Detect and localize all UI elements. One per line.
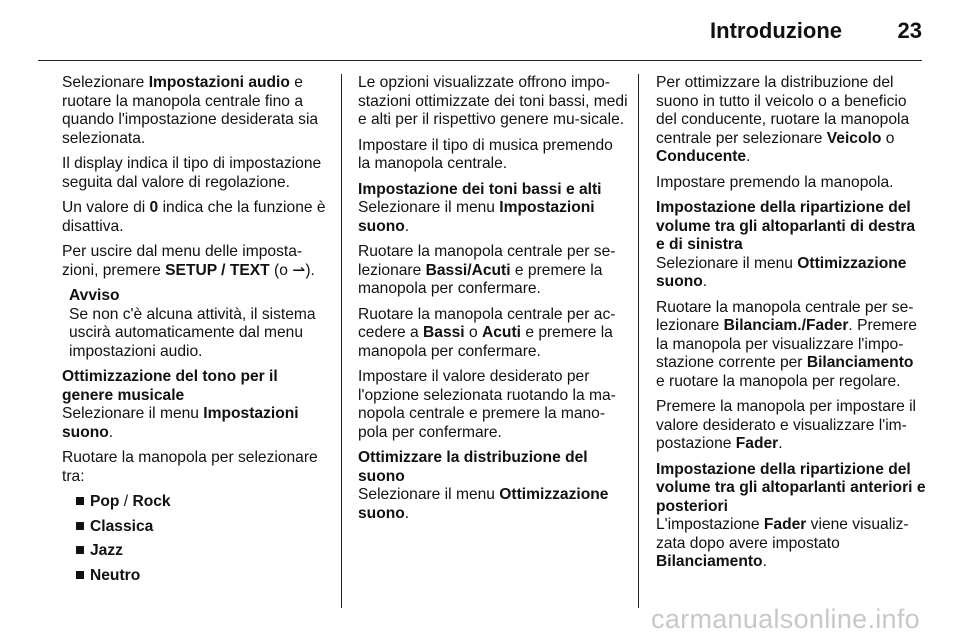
note-title: Avviso xyxy=(69,287,120,304)
section-heading: Impostazione della ripartizione del volume tra gli altoparlanti di destra e di sinistra xyxy=(656,199,916,253)
paragraph: Selezionare Impostazioni audio e ruotare la manopola centrale fino a quando l'impostazione desiderata sia selezionata. xyxy=(62,74,319,147)
list-item: Neutro xyxy=(76,567,332,586)
column-divider xyxy=(638,74,639,608)
paragraph: Selezionare il menu Ottimizzazione suono. xyxy=(358,486,609,522)
paragraph: Ruotare la manopola per selezionare tra: xyxy=(62,449,318,485)
paragraph: Il display indica il tipo di impostazione seguita dal valore di regolazione. xyxy=(62,155,322,191)
bullet-icon xyxy=(76,546,84,554)
genre-list xyxy=(62,493,332,585)
paragraph: Selezionare il menu Impostazioni suono. xyxy=(62,405,299,441)
column-3 xyxy=(656,74,926,579)
paragraph: Le opzioni visualizzate offrono impo-stazioni ottimizzate dei toni bassi, medi e alti per il rispettivo genere mu-sicale. xyxy=(358,74,628,128)
column-1 xyxy=(62,74,332,591)
page-title: Introduzione xyxy=(710,18,842,43)
paragraph: Per uscire dal menu delle imposta-zioni, premere SETUP / TEXT (o ⇀). xyxy=(62,243,315,279)
paragraph: Selezionare il menu Impostazioni suono. xyxy=(358,199,595,235)
column-2 xyxy=(358,74,628,530)
header-rule xyxy=(38,60,922,61)
bullet-icon xyxy=(76,522,84,530)
section-heading: Impostazione dei toni bassi e alti xyxy=(358,180,602,198)
column-divider xyxy=(341,74,342,608)
note-box xyxy=(62,287,332,361)
list-item: Jazz xyxy=(76,542,332,561)
paragraph: Impostare il tipo di musica premendo la manopola centrale. xyxy=(358,136,613,172)
section-heading: Impostazione della ripartizione del volume tra gli altoparlanti anteriori e posteriori xyxy=(656,460,926,515)
note-text: Se non c'è alcuna attività, il sistema uscirà automaticamente dal menu impostazioni audio. xyxy=(69,305,316,360)
paragraph: Impostare il valore desiderato per l'opzione selezionata ruotando la ma-nopola centrale e premere la mano-pola per confermare. xyxy=(358,368,616,441)
paragraph: Impostare premendo la manopola. xyxy=(656,173,894,191)
bullet-icon xyxy=(76,497,84,505)
paragraph: Per ottimizzare la distribuzione del suono in tutto il veicolo o a beneficio del conducente, ruotare la manopola centrale per selezionare Veicolo o Conducente. xyxy=(656,74,910,165)
bullet-icon xyxy=(76,571,84,579)
paragraph: Premere la manopola per impostare il valore desiderato e visualizzare l'im-postazione Fader. xyxy=(656,398,917,452)
paragraph: Ruotare la manopola centrale per ac-cedere a Bassi o Acuti e premere la manopola per confermare. xyxy=(358,305,616,360)
paragraph: Selezionare il menu Ottimizzazione suono. xyxy=(656,254,907,290)
paragraph: L'impostazione Fader viene visualiz-zata dopo avere impostato Bilanciamento. xyxy=(656,516,909,570)
back-icon: ⇀ xyxy=(292,261,306,279)
page-number: 23 xyxy=(897,18,922,43)
list-item: Classica xyxy=(76,518,332,537)
list-item: Pop / Rock xyxy=(76,493,332,512)
paragraph: Ruotare la manopola centrale per se-lezionare Bassi/Acuti e premere la manopola per confermare. xyxy=(358,243,616,297)
section-heading: Ottimizzazione del tono per il genere musicale xyxy=(62,368,278,404)
paragraph: Un valore di 0 indica che la funzione è disattiva. xyxy=(62,199,326,235)
page-header xyxy=(0,0,960,60)
section-heading: Ottimizzare la distribuzione del suono xyxy=(358,449,588,485)
paragraph: Ruotare la manopola centrale per se-lezionare Bilanciam./Fader. Premere la manopola per visualizzare l'impo-stazione corrente per Bilanciamento e ruotare la manopola per regolare. xyxy=(656,298,917,390)
watermark: carmanualsonline.info xyxy=(651,604,920,634)
